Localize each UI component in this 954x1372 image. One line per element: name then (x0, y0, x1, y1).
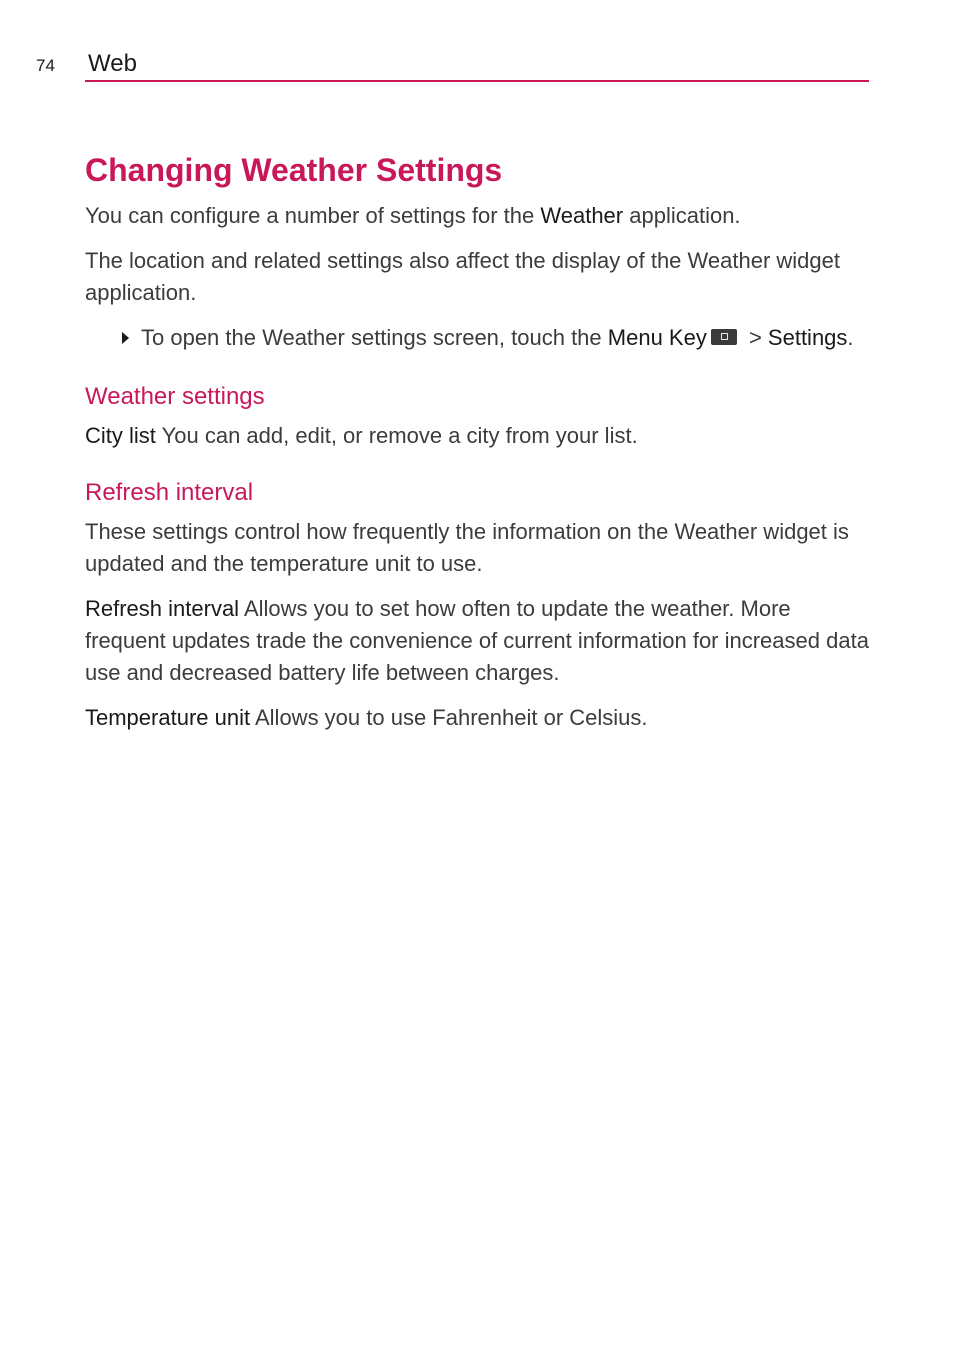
temperature-unit-text: Allows you to use Fahrenheit or Celsius. (250, 705, 648, 730)
refresh-interval-text: Allows you to set how often to update the weather. More frequent updates trade the convenience of current information for increased data use and decreased battery life between charges. (85, 596, 869, 685)
intro-text-pre: You can configure a number of settings for the (85, 203, 541, 228)
intro-paragraph (85, 200, 875, 232)
header-rule (85, 80, 869, 82)
page-title: Changing Weather Settings (85, 152, 503, 188)
location-paragraph: The location and related settings also affect the display of the Weather widget application. (85, 248, 840, 305)
page-header (36, 50, 869, 82)
temperature-unit-paragraph (85, 702, 875, 734)
term-temperature-unit: Temperature unit (85, 705, 251, 730)
main-content (85, 150, 875, 747)
refresh-description: These settings control how frequently the information on the Weather widget is updated and the temperature unit to use. (85, 519, 849, 576)
intro-text-post: application. (623, 203, 741, 228)
bullet-open-settings (85, 322, 875, 354)
menu-key-icon (711, 329, 737, 345)
heading-refresh-interval: Refresh interval (85, 479, 254, 506)
refresh-interval-paragraph (85, 593, 875, 689)
bullet-text-pre: To open the Weather settings screen, touch the (141, 325, 608, 350)
bullet-term-settings: Settings (767, 325, 848, 350)
city-list-paragraph (85, 420, 875, 452)
triangle-right-icon (122, 332, 129, 344)
term-refresh-interval: Refresh interval (85, 596, 240, 621)
term-city-list: City list (85, 423, 156, 448)
page-number: 74 (36, 56, 55, 75)
heading-weather-settings: Weather settings (85, 383, 265, 410)
bullet-term-menu-key: Menu Key (607, 325, 707, 350)
bullet-separator: > (742, 325, 768, 350)
intro-term-weather: Weather (540, 203, 624, 228)
section-name: Web (88, 50, 137, 77)
bullet-text-post: . (847, 325, 854, 350)
city-list-text: You can add, edit, or remove a city from your list. (155, 423, 638, 448)
